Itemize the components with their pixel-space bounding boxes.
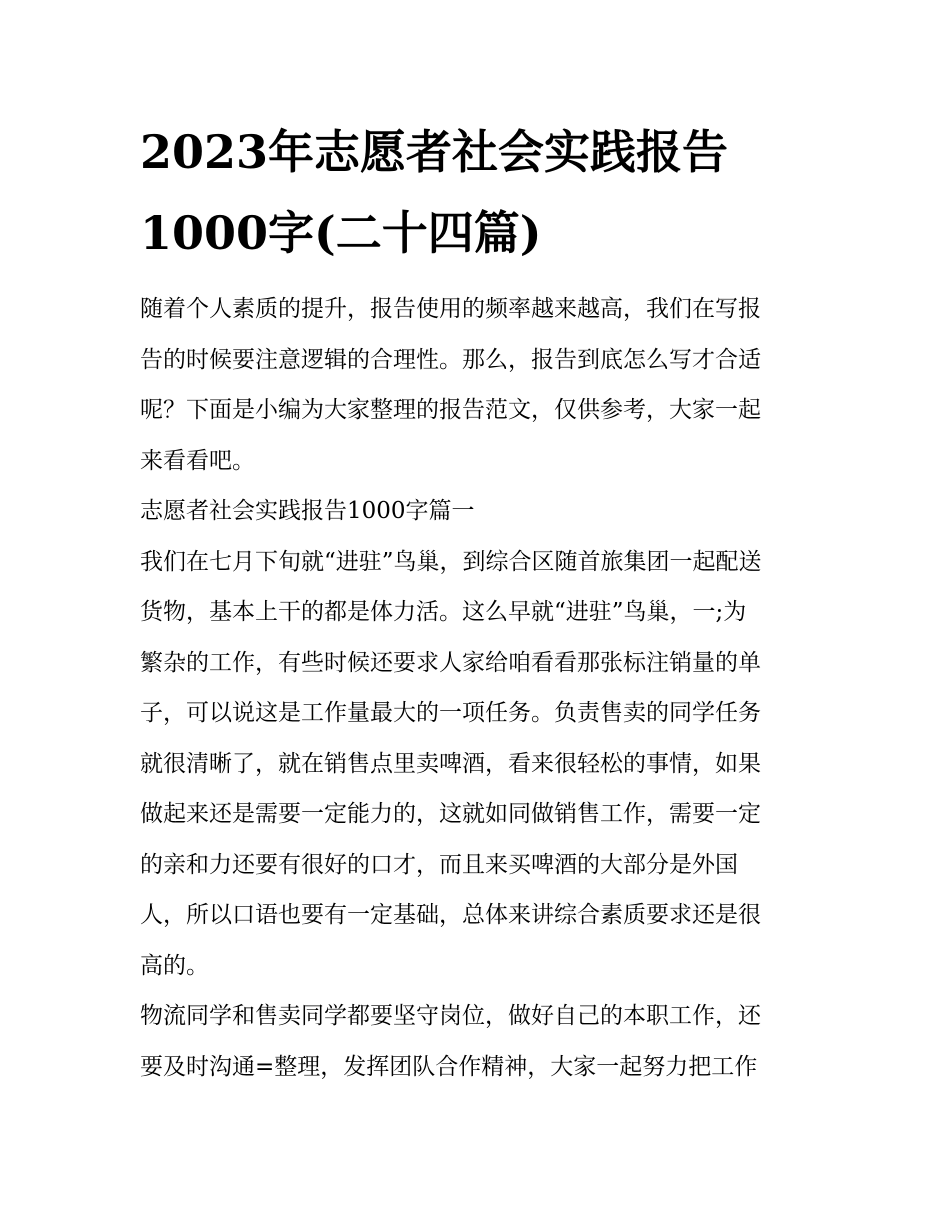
intro-paragraph (140, 284, 812, 486)
text-line: 高的。 (140, 952, 209, 979)
text-line: 人，所以口语也要有一定基础，总体来讲综合素质要求还是很 (140, 902, 761, 928)
body-paragraph (140, 991, 812, 1092)
text-line: 要及时沟通=整理，发挥团队合作精神，大家一起努力把工作 (140, 1053, 758, 1080)
text-line: 告的时候要注意逻辑的合理性。那么，报告到底怎么写才合适 (140, 346, 761, 373)
text-line: 我们在七月下旬就“进驻”鸟巢，到综合区随首旅集团一起配送 (140, 548, 762, 575)
text-line: 繁杂的工作，有些时候还要求人家给咱看看那张标注销量的单 (140, 649, 761, 676)
text-line: 就很清晰了，就在销售点里卖啤酒，看来很轻松的事情，如果 (140, 750, 761, 777)
document-title (140, 112, 812, 274)
document-body (140, 284, 812, 1092)
document-page (140, 112, 812, 1092)
body-paragraph (140, 537, 812, 992)
title-line: 1000字(二十四篇) (140, 206, 542, 260)
text-line: 志愿者社会实践报告1000字篇一 (140, 498, 475, 524)
text-line: 物流同学和售卖同学都要坚守岗位，做好自己的本职工作，还 (140, 1003, 761, 1029)
title-line: 2023年志愿者社会实践报告 (140, 125, 729, 179)
text-line: 随着个人素质的提升，报告使用的频率越来越高，我们在写报 (140, 296, 761, 322)
section-heading (140, 486, 812, 537)
text-line: 的亲和力还要有很好的口才，而且来买啤酒的大部分是外国 (140, 851, 738, 878)
text-line: 呢？下面是小编为大家整理的报告范文，仅供参考，大家一起 (140, 397, 761, 423)
text-line: 货物，基本上干的都是体力活。这么早就“进驻”鸟巢，一;为 (140, 599, 747, 625)
text-line: 子，可以说这是工作量最大的一项任务。负责售卖的同学任务 (140, 700, 761, 726)
text-line: 来看看吧。 (140, 447, 255, 474)
text-line: 做起来还是需要一定能力的，这就如同做销售工作，需要一定 (140, 801, 761, 827)
